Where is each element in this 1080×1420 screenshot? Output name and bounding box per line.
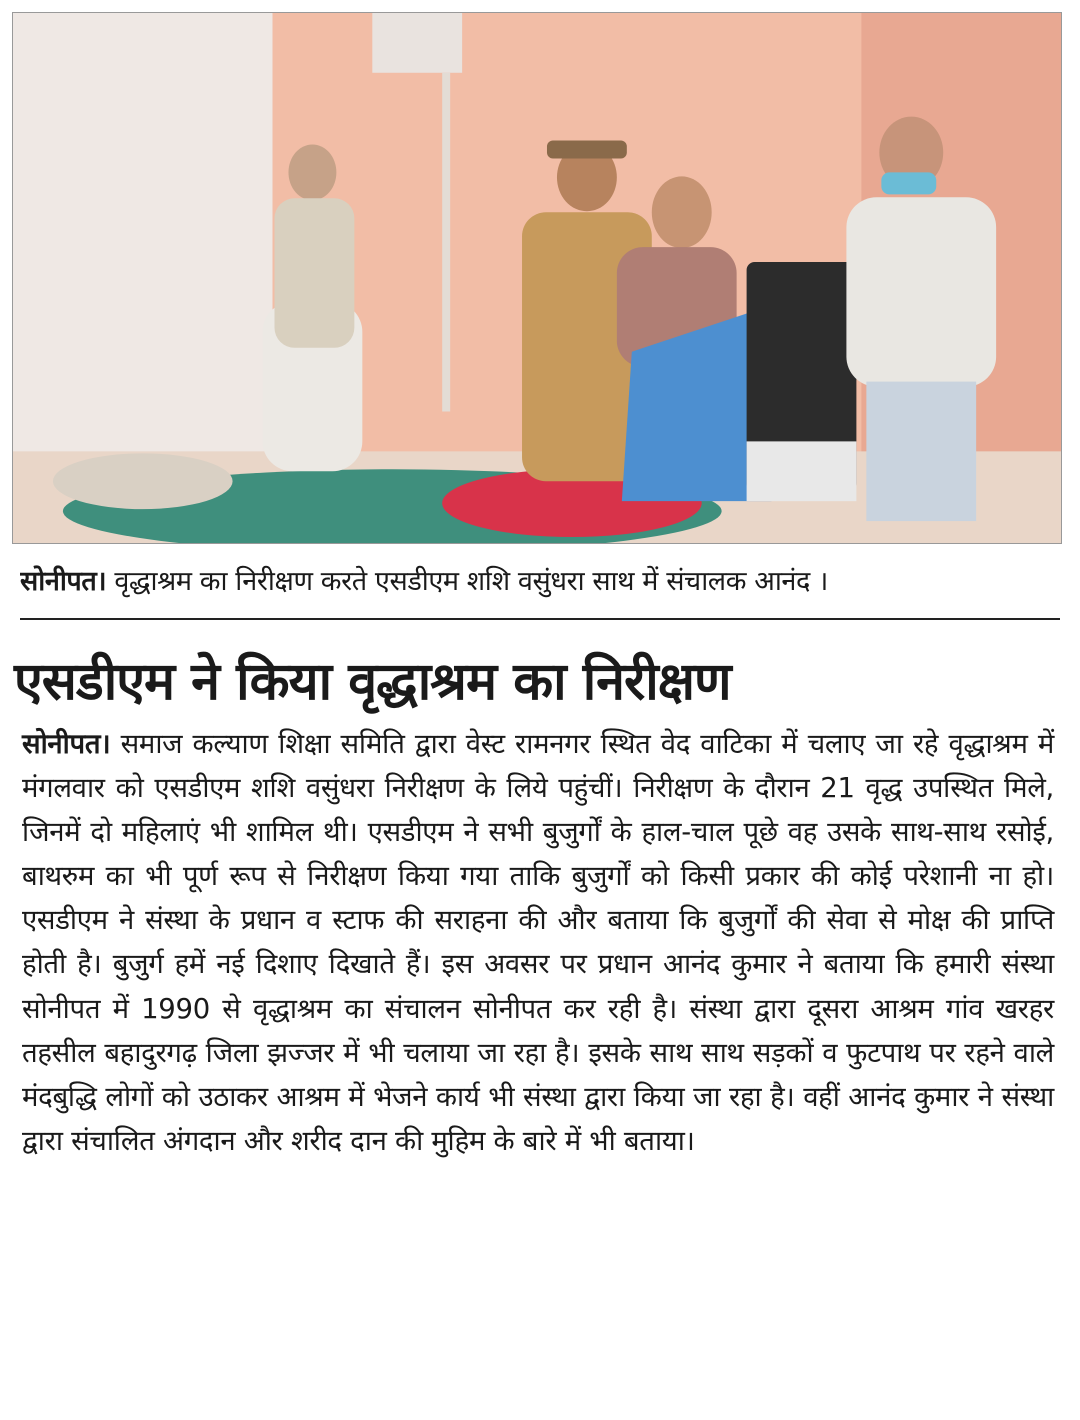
article-text: समाज कल्याण शिक्षा समिति द्वारा वेस्ट रामनगर स्थित वेद वाटिका में चलाए जा रहे वृद्धाश्रम में मंगलवार को एसडीएम शशि वसुंधरा निरीक्षण के लिये पहुंचीं। निरीक्षण के दौरान 21 वृद्ध उपस्थित मिले, जिनमें दो महिलाएं भी शामिल थी। एसडीएम ने सभी बुजुर्गों के हाल-चाल पूछे वह उसके साथ-साथ रसोई, बाथरुम का भी पूर्ण रूप से निरीक्षण किया गया ताकि बुजुर्गों को किसी प्रकार की कोई परेशानी ना हो। एसडीएम ने संस्था के प्रधान व स्टाफ की सराहना की और बताया कि बुजुर्गों की सेवा से मोक्ष की प्राप्ति होती है। बुजुर्ग हमें नई दिशाए दिखाते हैं। इस अवसर पर प्रधान आनंद कुमार ने बताया कि हमारी संस्था सोनीपत में 1990 से वृद्धाश्रम का संचालन सोनीपत कर रही है। संस्था द्वारा दूसरा आश्रम गांव खरहर तहसील बहादुरगढ़ जिला झज्जर में भी चलाया जा रहा है। इसके साथ साथ सड़कों व फुटपाथ पर रहने वाले मंदबुद्धि लोगों को उठाकर आश्रम में भेजने कार्य भी संस्था द्वारा किया जा रहा है। वहीं आनंद कुमार ने संस्था द्वारा संचालित अंगदान और शरीद दान की मुहिम के बारे में भी बताया।	[22, 728, 1054, 1157]
caption-text: वृद्धाश्रम का निरीक्षण करते एसडीएम शशि वसुंधरा साथ में संचालक आनंद ।	[106, 566, 828, 597]
photo-caption	[20, 556, 1060, 608]
headline: एसडीएम ने किया वृद्धाश्रम का निरीक्षण	[14, 652, 731, 712]
news-photo	[12, 12, 1062, 544]
article-body	[22, 722, 1054, 1163]
caption-place: सोनीपत।	[20, 566, 107, 597]
article-place: सोनीपत।	[22, 728, 111, 760]
news-photo-illustration	[13, 13, 1061, 543]
caption-divider	[20, 618, 1060, 620]
